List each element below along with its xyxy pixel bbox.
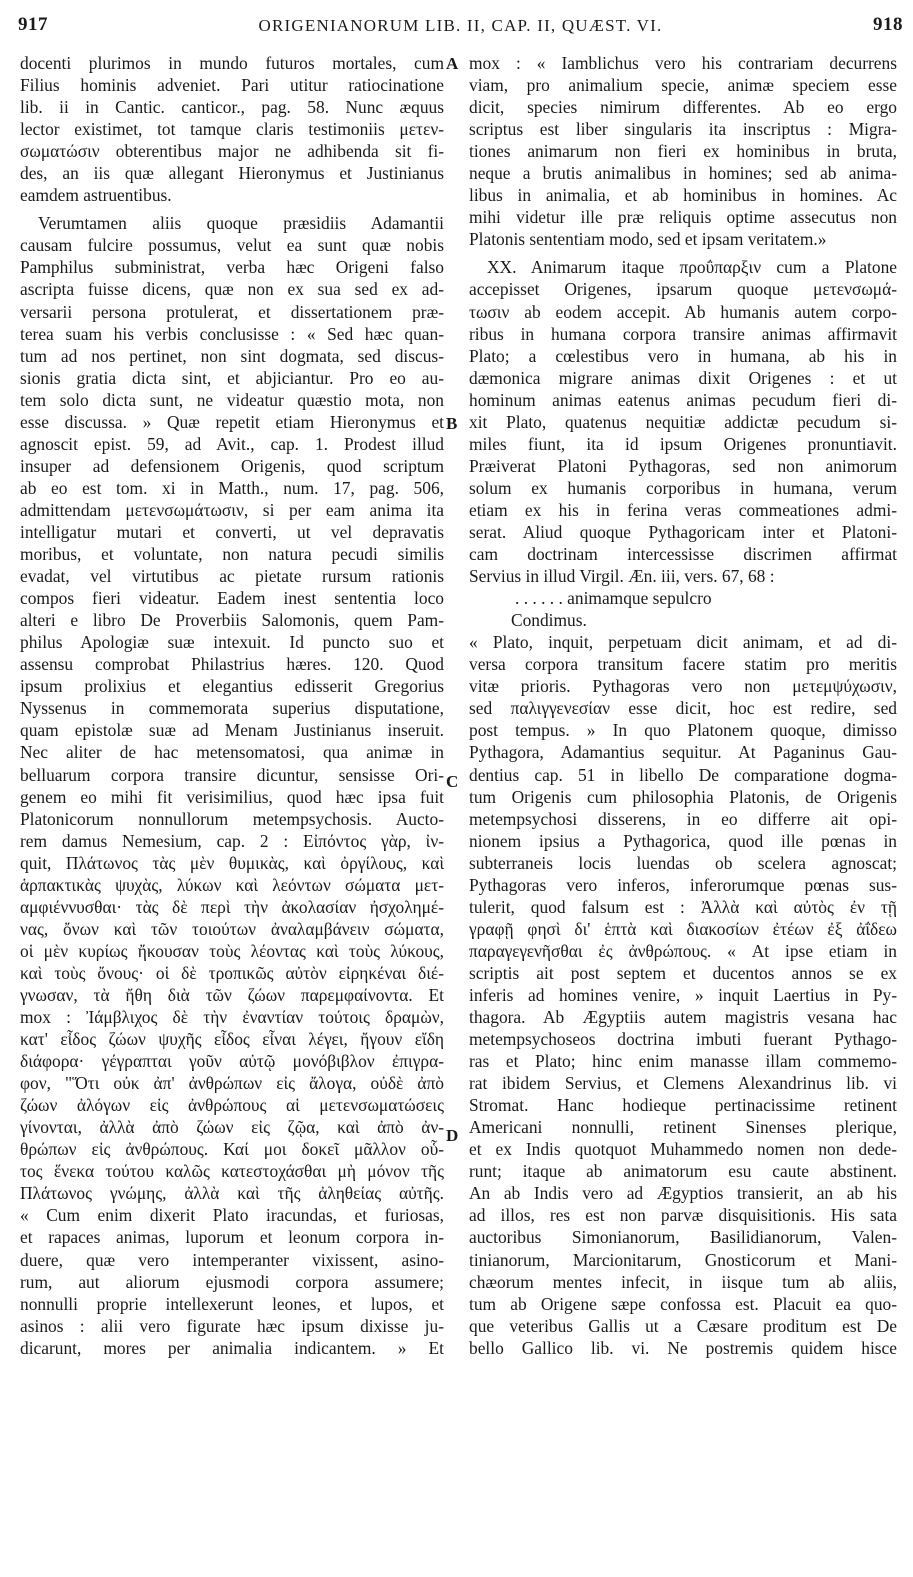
text-line: vitæ prioris. Pythagoras vero non μετεμψύχωσιν, — [469, 676, 897, 697]
text-line: cam doctrinam intercessisse discrimen affirmat — [469, 544, 897, 565]
text-line: tiones animarum non fieri ex hominibus in bruta, — [469, 141, 897, 162]
text-line: tem solo dicta sunt, ne videatur quæstio mota, non — [20, 389, 444, 410]
text-line: duere, quæ vero intemperanter vixissent, asino- — [20, 1249, 444, 1270]
text-line: runt; itaque ab animatorum esu caute abstinent. — [469, 1161, 897, 1182]
text-line: Platonicorum nonnullorum metempsychosis. Aucto- — [20, 808, 444, 829]
text-line: ascripta fuisse dicens, quæ non ex sua sed ex ad- — [20, 279, 444, 300]
text-line: scriptis ait post septem et ducentos annos se ex — [469, 962, 897, 983]
text-line: διάφορα· γέγραπται γοῦν αὐτῷ μονόβιβλον ἐπιγρα- — [20, 1051, 444, 1072]
text-line: καὶ τοὺς ὄνους· οἱ δὲ τροπικῶς αὐτὸν εἰρηκέναι διέ- — [20, 962, 444, 983]
text-line: Condimus. — [511, 610, 587, 631]
text-line: « Plato, inquit, perpetuam dicit animam, et ad di- — [469, 632, 897, 653]
text-line: mox : Ἰάμβλιχος δὲ τὴν ἐναντίαν τούτοις δραμὼν, — [20, 1007, 444, 1028]
text-line: belluarum corpora transire dicuntur, sensisse Ori- — [20, 764, 444, 785]
text-line: esse discussa. » Quæ repetit etiam Hieronymus et — [20, 411, 444, 432]
margin-letter-a: A — [446, 54, 459, 73]
text-line: evadat, vel virtutibus ac pietate rursum rationis — [20, 566, 444, 587]
text-line: κατ' εἶδος ζώων ψυχῆς εἶδος εἶναι λέγει, ἤγουν εἴδη — [20, 1029, 444, 1050]
text-line: Pamphilus subministrat, verba hæc Origeni falso — [20, 257, 444, 278]
text-line: terea suam his verbis conclusisse : « Sed hæc quan- — [20, 323, 444, 344]
text-line: admittendam μετενσωμάτωσιν, si per eam anima ita — [20, 499, 444, 520]
text-line: σωματώσιν obterentibus major ne adhibenda sit fi- — [20, 141, 444, 162]
text-line: accepisset Origenes, ipsarum quoque μετενσωμά- — [469, 279, 897, 300]
text-line: ras et Plato; hinc enim manasse illam commemo- — [469, 1051, 897, 1072]
text-line: des, an iis quæ allegant Hieronymus et Justinianus — [20, 163, 444, 184]
text-line: que veteribus Gallis ut a Cæsare proditum est De — [469, 1315, 897, 1336]
margin-letter-c: C — [446, 772, 459, 791]
text-line: tum Origenis cum philosophia Platonis, de Origenis — [469, 786, 897, 807]
page-number-left: 917 — [18, 14, 48, 35]
text-line: bello Gallico lib. vi. Ne postremis quidem hisce — [469, 1337, 897, 1358]
text-line: quam epistolæ suæ ad Menam Justinianus inseruit. — [20, 720, 444, 741]
text-line: tum ab Origene sæpe confossa est. Placuit ea quo- — [469, 1293, 897, 1314]
text-line: τωσιν ab eodem accepit. Ab humanis autem corpo- — [469, 301, 897, 322]
right-column — [469, 52, 897, 1359]
text-line: γραφῇ φησὶ δι' ἑπτὰ καὶ διακοσίων ἐτέων ἐξ ἀΐδεω — [469, 918, 897, 939]
margin-letter-b: B — [446, 414, 458, 433]
text-line: ἁρπακτικὰς ψυχὰς, λύκων καὶ λεόντων σώματα μετ- — [20, 874, 444, 895]
text-line: nonnulli proprie intellexerunt leones, et lupos, et — [20, 1293, 444, 1314]
text-line: causam fulcire possumus, velut ea sunt quæ nobis — [20, 235, 444, 256]
text-line: ζώων ἀλόγων εἰς ἀνθρώπους αἱ μετενσωματώσεις — [20, 1095, 444, 1116]
text-line: rat ibidem Servius, et Clemens Alexandrinus lib. vi — [469, 1073, 897, 1094]
text-line: assensu comprobat Philastrius hæres. 120. Quod — [20, 654, 444, 675]
text-line: mox : « Iamblichus vero his contrariam decurrens — [469, 53, 897, 73]
text-line: insuper ad defensionem Origenis, quod scriptum — [20, 455, 444, 476]
text-line: et ex Indis quotquot Muhammedo nomen non dede- — [469, 1139, 897, 1160]
text-line: metempsychoseos doctrina imbuti fuerant Pythago- — [469, 1029, 897, 1050]
text-line: Pythagora, Adamantius sequitur. At Paganinus Gau- — [469, 742, 897, 763]
text-line: inferis ad homines venire, » inquit Laertius in Py- — [469, 984, 897, 1005]
text-line: νας, ὄνων καὶ τῶν τοιούτων ἀναλαμβάνειν σώματα, — [20, 918, 444, 939]
text-line: tinianorum, Marcionitarum, Gnosticorum et Mani- — [469, 1249, 897, 1270]
text-line: nionem ipsius a Pythagorica, quod ille pœnas in — [469, 830, 897, 851]
text-line: ad illos, res est non parvæ disquisitionis. His sata — [469, 1205, 897, 1226]
running-title: ORIGENIANORUM LIB. II, CAP. II, QUÆST. VI. — [258, 16, 663, 35]
text-line: quit, Πλάτωνος τὰς μὲν θυμικὰς, καὶ ὀργίλους, καὶ — [20, 852, 444, 873]
text-line: φον, "Ὅτι οὐκ ἀπ' ἀνθρώπων εἰς ἄλογα, οὐδὲ ἀπὸ — [20, 1073, 444, 1094]
text-line: tum ad nos pertinet, non sint dogmata, sed discus- — [20, 345, 444, 366]
text-line: mihi videtur ille præ reliquis optime assecutus non — [469, 207, 897, 228]
text-line: etiam ex his in ferina veras commeationes admi- — [469, 499, 897, 520]
text-line: eamdem astruentibus. — [20, 185, 172, 206]
text-line: οἱ μὲν κυρίως ἤκουσαν τοὺς λέοντας καὶ τοὺς λύκους, — [20, 940, 444, 961]
text-line: moribus, et voluntate, non natura pecudi similis — [20, 544, 444, 565]
text-line: docenti plurimos in mundo futuros mortales, cum — [20, 53, 444, 73]
text-line: rum, aut aliorum ejusmodi corpora assumere; — [20, 1271, 444, 1292]
text-line: ribus in humana corpora transire animas affirmavit — [469, 323, 897, 344]
text-line: genem eo mihi fit verisimilius, quod hæc ipsa fuit — [20, 786, 444, 807]
left-column — [20, 52, 444, 1359]
text-line: Verumtamen aliis quoque præsidiis Adamantii — [38, 213, 444, 234]
text-line: παραγεγενῆσθαι ἐς ἀνθρώπους. « At ipse etiam in — [469, 940, 897, 961]
text-line: miles fiunt, ita id ipsum Origenes pronuntiavit. — [469, 433, 897, 454]
text-line: agnoscit epist. 59, ad Avit., cap. 1. Prodest illud — [20, 433, 444, 454]
text-line: tulerit, quod falsum est : Ἀλλὰ καὶ αὐτὸς ἐν τῇ — [469, 896, 897, 917]
text-line: θρώπων εἰς ἀνθρώπους. Καί μοι δοκεῖ μᾶλλον οὗ- — [20, 1139, 444, 1160]
text-line: versa corpora transitum facere statim pro meritis — [469, 654, 897, 675]
text-line: « Cum enim dixerit Plato iracundas, et furiosas, — [20, 1205, 444, 1226]
text-line: thagora. Ab Ægyptiis autem magistris vesana hac — [469, 1007, 897, 1028]
text-line: Filius hominis adveniet. Pari utitur ratiocinatione — [20, 75, 444, 96]
text-line: τος ἕνεκα τούτου καλῶς κατεστοχάσθαι μὴ μόνον τῆς — [20, 1161, 444, 1182]
text-line: neque a brutis animalibus in homines; sed ab anima- — [469, 163, 897, 184]
text-line: ipsum prolixius et elegantius edisserit Gregorius — [20, 676, 444, 697]
text-line: . . . . . . animamque sepulcro — [515, 588, 712, 609]
margin-letter-d: D — [446, 1126, 459, 1145]
text-line: rem damus Nemesium, cap. 2 : Εἰπόντος γὰρ, ἰν- — [20, 830, 444, 851]
text-line: philus Apologiæ suæ intexuit. Id puncto suo et — [20, 632, 444, 653]
text-line: XX. Animarum itaque προΰπαρξιν cum a Platone — [487, 257, 897, 278]
text-line: post tempus. » In quo Platonem quoque, dimisso — [469, 720, 897, 741]
text-line: Stromat. Hanc hodieque pertinacissime retinent — [469, 1095, 897, 1116]
text-line: γίνονται, ἀλλὰ ἀπὸ ζώων εἰς ζῷα, καὶ ἀπὸ ἀν- — [20, 1117, 444, 1138]
text-line: Nyssenus in commemorata superius disputatione, — [20, 698, 444, 719]
text-line: lector existimet, tot tamque claris testimoniis μετεν- — [20, 119, 444, 140]
text-line: metempsychosi disserens, in eo differre ait opi- — [469, 808, 897, 829]
text-line: Nec aliter de hac metensomatosi, qua animæ in — [20, 742, 444, 763]
running-header — [18, 14, 903, 42]
text-line: compos fieri videatur. Eadem inest sententia loco — [20, 588, 444, 609]
page-number-right: 918 — [873, 14, 903, 35]
text-line: sionis gratia dicta sint, et abjiciantur. Pro eo au- — [20, 367, 444, 388]
text-line: αμφιέννυσθαι· τὰς δὲ περὶ τὴν ἀκολασίαν ἠσχολημέ- — [20, 896, 444, 917]
text-line: dicit, species nimirum differentes. Ab eo ergo — [469, 97, 897, 118]
text-line: subterraneis locis luendas ob scelera agnoscat; — [469, 852, 897, 873]
text-line: asinos : alii vero figurate hæc ipsum dixisse ju- — [20, 1315, 444, 1336]
text-line: lib. ii in Cantic. canticor., pag. 58. Nunc æquus — [20, 97, 444, 118]
text-line: chæorum mentes infecit, in iisque tum ab aliis, — [469, 1271, 897, 1292]
text-line: hominum animas eatenus animas pecudum fieri di- — [469, 389, 897, 410]
text-line: libus in animalia, et ab hominibus in homines. Ac — [469, 185, 897, 206]
text-line: versarii persona protulerat, et dissertationem præ- — [20, 301, 444, 322]
text-line: viam, pro animalium specie, animæ speciem esse — [469, 75, 897, 96]
text-line: An ab Indis vero ad Ægyptios transierit, an ab his — [469, 1183, 897, 1204]
text-line: ab eo est tom. xi in Matth., num. 17, pag. 506, — [20, 477, 444, 498]
text-line: alteri e libro De Proverbiis Salomonis, quem Pam- — [20, 610, 444, 631]
text-line: xit Plato, quatenus nequitiæ addictæ pecudum si- — [469, 411, 897, 432]
text-line: scriptus est liber singularis ita inscriptus : Migra- — [469, 119, 897, 140]
text-line: dæmonica migrare animas dixit Origenes : et ut — [469, 367, 897, 388]
text-line: sed παλιγγενεσίαν esse dicit, hoc est redire, sed — [469, 698, 897, 719]
text-line: Præiverat Platoni Pythagoras, sed non animorum — [469, 455, 897, 476]
text-line: Servius in illud Virgil. Æn. iii, vers. 67, 68 : — [469, 566, 775, 587]
text-line: et rapaces animas, luporum et leonum corpora in- — [20, 1227, 444, 1248]
text-line: serat. Aliud quoque Pythagoricam inter et Platoni- — [469, 521, 897, 542]
text-line: Pythagoras vero inferos, inferorumque pœnas sus- — [469, 874, 897, 895]
text-line: solum ex humanis corporibus in humana, verum — [469, 477, 897, 498]
text-line: dicarunt, mores per animalia indicantem. » Et — [20, 1337, 444, 1358]
text-line: Americani nonnulli, retinent Sinenses plerique, — [469, 1117, 897, 1138]
text-line: auctoribus Simonianorum, Basilidianorum, Valen- — [469, 1227, 897, 1248]
text-line: dentius cap. 51 in libello De comparatione dogma- — [469, 764, 897, 785]
text-line: Πλάτωνος γνώμης, ἀλλὰ καὶ τῆς ἀληθείας αὐτῆς. — [20, 1183, 444, 1204]
text-line: γνωσαν, τὰ ἤθη διὰ τῶν ζώων παρεμφαίνοντα. Et — [20, 984, 444, 1005]
text-line: intelligatur mutari et converti, ut vel depravatis — [20, 521, 444, 542]
text-line: Platonis sententiam modo, sed et ipsam veritatem.» — [469, 229, 827, 250]
text-line: Plato; a cœlestibus vero in humana, ab his in — [469, 345, 897, 366]
